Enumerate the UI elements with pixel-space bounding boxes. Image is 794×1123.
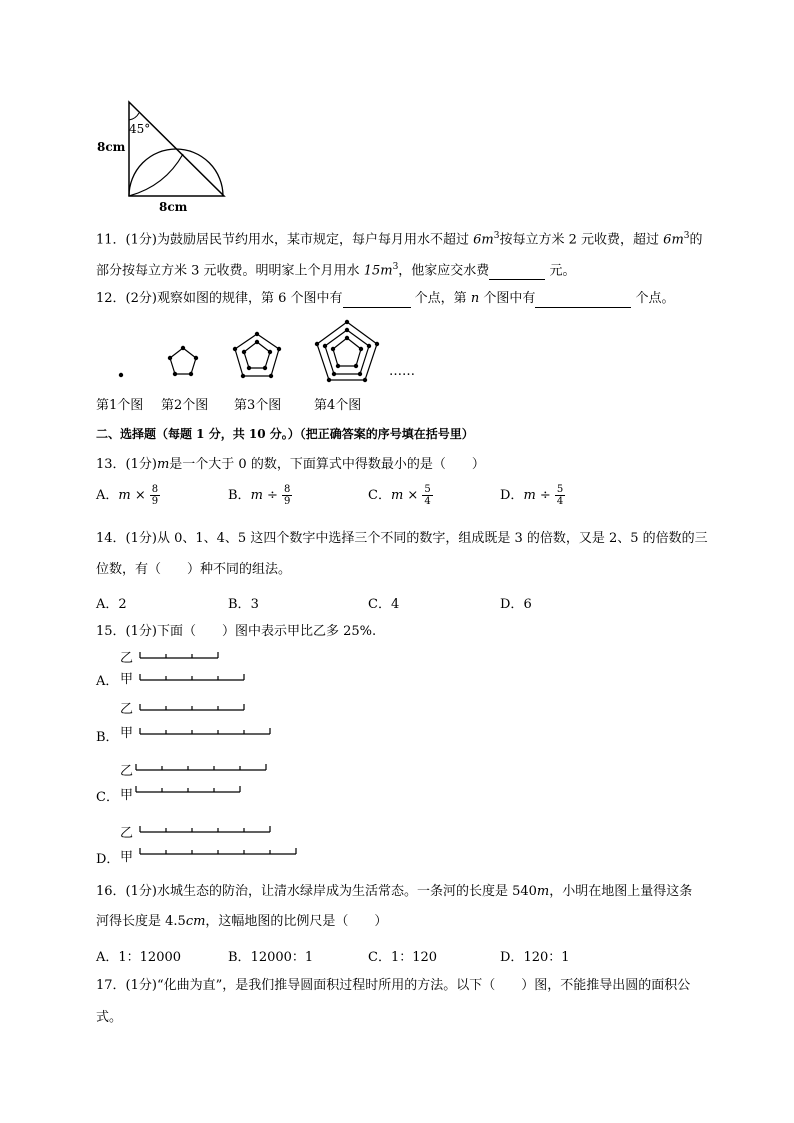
q13-option-a-op: × xyxy=(134,488,146,503)
angle-label: 45° xyxy=(129,122,151,136)
q12-text-c: 个图中有 xyxy=(483,291,536,306)
q14-number: 14． xyxy=(96,531,126,546)
q13-number: 13． xyxy=(96,457,126,472)
q13-option-d[interactable] xyxy=(500,484,565,507)
q15-c-letter: C． xyxy=(96,790,119,805)
q12-var-n: n xyxy=(470,291,480,306)
q15-a-yi-label: 乙 xyxy=(120,651,134,666)
q12-blank-2[interactable] xyxy=(535,293,631,308)
q15-b-jia-label: 甲 xyxy=(120,726,134,741)
caption-figure-2: 第2个图 xyxy=(161,398,209,413)
question-15 xyxy=(96,623,376,641)
q13-option-c-numerator: 5 xyxy=(424,484,431,495)
q11-text-fee: ，他家应交水费 xyxy=(398,263,490,279)
q14-option-c[interactable] xyxy=(368,593,399,612)
question-13 xyxy=(96,456,485,474)
q15-a-jia-label: 甲 xyxy=(120,672,134,687)
q16-option-c-text: 1：120 xyxy=(390,950,438,965)
q12-blank-1[interactable] xyxy=(343,293,411,308)
q15-option-c[interactable] xyxy=(96,760,346,806)
q13-option-c-denominator: 4 xyxy=(424,496,431,507)
q15-d-jia-label: 甲 xyxy=(120,850,134,865)
bottom-side-label: 8cm xyxy=(159,200,188,214)
q12-score: (2分) xyxy=(125,291,157,306)
q16-line2-text-a: 河得长度是 4.5 xyxy=(96,914,186,929)
q13-option-c-fraction xyxy=(422,484,432,507)
q16-option-d-letter: D． xyxy=(500,950,524,965)
q13-score: (1分) xyxy=(125,457,157,472)
q15-a-letter: A． xyxy=(96,674,119,689)
caption-figure-3: 第3个图 xyxy=(234,398,282,413)
q11-value-6: 6 xyxy=(473,232,482,248)
q16-score: (1分) xyxy=(125,884,157,899)
q15-option-b[interactable] xyxy=(96,698,346,744)
q13-option-a-denominator: 9 xyxy=(151,496,159,507)
q11-exp-3c: 3 xyxy=(392,262,399,272)
q11-line2-text: 部分按每立方米 3 元收费。明明家上个月用水 xyxy=(96,263,360,279)
question-11-line1 xyxy=(96,227,703,249)
q11-number: 11． xyxy=(96,232,126,248)
q14-option-d-text: 6 xyxy=(523,597,532,612)
q16-option-b[interactable] xyxy=(228,946,313,965)
q15-d-bars xyxy=(138,824,358,862)
q14-option-a-letter: A． xyxy=(96,597,119,612)
question-17-line1 xyxy=(96,977,690,995)
q11-text-a: 为鼓励居民节约用水，某市规定，每户每月用水不超过 xyxy=(156,232,469,248)
q13-option-d-numerator: 5 xyxy=(556,484,564,495)
q11-text-e: 按每立方米 2 元收费，超过 xyxy=(499,232,660,248)
q11-score: (1分) xyxy=(125,232,157,248)
q15-d-yi-label: 乙 xyxy=(120,826,134,841)
q13-option-b[interactable] xyxy=(228,484,292,507)
q13-option-c-letter: C． xyxy=(368,488,391,503)
q16-option-b-text: 12000：1 xyxy=(250,950,314,965)
q13-option-d-fraction xyxy=(555,484,565,507)
q13-option-b-fraction xyxy=(282,484,292,507)
q13-option-d-var: m xyxy=(523,488,536,503)
q15-d-letter: D． xyxy=(96,852,120,867)
q17-number: 17． xyxy=(96,978,126,993)
q14-option-c-letter: C． xyxy=(368,597,391,612)
q13-option-a-numerator: 8 xyxy=(151,484,159,495)
q12-number: 12． xyxy=(96,291,126,306)
question-12-line1 xyxy=(96,290,675,308)
q16-line1-text-a: 水城生态的防治，让清水绿岸成为生活常态。一条河的长度是 540 xyxy=(156,884,537,899)
q14-option-d[interactable] xyxy=(500,593,532,612)
pentagon-figure-3 xyxy=(233,332,281,378)
q13-option-b-denominator: 9 xyxy=(283,496,291,507)
q13-option-b-var: m xyxy=(250,488,263,503)
q11-value-15: 15 xyxy=(363,263,381,279)
pentagon-figure-4 xyxy=(315,320,379,382)
q11-exp-3b: 3 xyxy=(683,231,690,241)
pentagon-figure-2 xyxy=(168,346,198,376)
q16-option-c-letter: C． xyxy=(368,950,391,965)
q16-unit-m: m xyxy=(536,884,550,899)
q16-option-a-letter: A． xyxy=(96,950,119,965)
q11-text-i: 的 xyxy=(689,232,703,248)
q11-exp-3: 3 xyxy=(493,231,500,241)
q14-option-d-letter: D． xyxy=(500,597,524,612)
section-2-heading: 二、选择题（每题 1 分，共 10 分。）（把正确答案的序号填在括号里） xyxy=(96,427,474,441)
q13-option-d-op: ÷ xyxy=(539,488,551,503)
q16-option-a[interactable] xyxy=(96,946,181,965)
q15-c-jia-label: 甲 xyxy=(120,788,134,803)
q15-a-bars xyxy=(138,649,318,685)
q13-var-m: m xyxy=(156,457,170,472)
q13-option-c-op: × xyxy=(407,488,419,503)
q13-option-c-var: m xyxy=(390,488,404,503)
q13-option-d-denominator: 4 xyxy=(556,496,564,507)
q16-option-c[interactable] xyxy=(368,946,437,965)
q11-unit-m: m xyxy=(481,232,494,248)
q15-b-yi-label: 乙 xyxy=(120,702,134,717)
q16-option-b-letter: B． xyxy=(228,950,251,965)
q15-score: (1分) xyxy=(125,624,157,639)
question-17-line2: 式。 xyxy=(96,1010,123,1025)
question-11-line2 xyxy=(96,258,575,280)
q13-option-b-letter: B． xyxy=(228,488,251,503)
q15-option-a[interactable] xyxy=(96,645,346,691)
q15-c-bars xyxy=(134,762,334,800)
question-16-line1 xyxy=(96,883,692,901)
q12-text-b: 个点，第 xyxy=(414,291,467,306)
triangle-semicircle-figure xyxy=(95,98,235,218)
q11-text-yuan: 元。 xyxy=(549,263,576,279)
q15-c-yi-label: 乙 xyxy=(120,764,134,779)
q16-line1-text-b: ，小明在地图上量得这条 xyxy=(549,884,693,899)
left-side-label: 8cm xyxy=(97,140,126,154)
q14-option-b[interactable] xyxy=(228,593,259,612)
q14-option-a-text: 2 xyxy=(118,597,127,612)
question-16-line2 xyxy=(96,913,387,931)
q15-b-letter: B． xyxy=(96,730,119,745)
question-14-line1 xyxy=(96,530,708,548)
q17-score: (1分) xyxy=(125,978,157,993)
q16-option-d-text: 120：1 xyxy=(523,950,570,965)
q13-option-b-numerator: 8 xyxy=(283,484,291,495)
q16-unit-cm: cm xyxy=(185,914,206,929)
q13-text: 是一个大于 0 的数，下面算式中得数最小的是（ ） xyxy=(169,457,485,472)
question-14-line2: 位数，有（ ）种不同的组法。 xyxy=(96,562,292,577)
pentagon-pattern-figure xyxy=(95,318,435,412)
q13-option-a-var: m xyxy=(118,488,131,503)
q14-option-b-letter: B． xyxy=(228,597,251,612)
q16-option-d[interactable] xyxy=(500,946,570,965)
q16-line2-text-b: ，这幅地图的比例尺是（ ） xyxy=(205,914,388,929)
q15-number: 15． xyxy=(96,624,126,639)
q13-option-a-fraction xyxy=(150,484,160,507)
q12-text-a: 观察如图的规律，第 6 个图中有 xyxy=(156,291,343,306)
q15-text: 下面（ ）图中表示甲比乙多 25%. xyxy=(156,624,377,639)
q12-text-d: 个点。 xyxy=(635,291,675,306)
q16-option-a-text: 1：12000 xyxy=(118,950,182,965)
q11-value-6b: 6 xyxy=(663,232,672,248)
q11-unit-m-c: m xyxy=(380,263,393,279)
q14-option-b-text: 3 xyxy=(250,597,259,612)
q14-line1-text: 从 0、1、4、5 这四个数字中选择三个不同的数字，组成既是 3 的倍数，又是 2、5 的倍数的三 xyxy=(156,531,708,546)
q14-score: (1分) xyxy=(125,531,157,546)
q17-line1-text: “化曲为直”，是我们推导圆面积过程时所用的方法。以下（ ）图，不能推导出圆的面积公 xyxy=(156,978,691,993)
q15-b-bars xyxy=(138,700,338,738)
caption-figure-1: 第1个图 xyxy=(96,398,144,413)
q11-unit-m-b: m xyxy=(671,232,684,248)
q16-number: 16． xyxy=(96,884,126,899)
q13-option-d-letter: D． xyxy=(500,488,524,503)
q15-option-d[interactable] xyxy=(96,822,346,868)
pentagon-pattern-svg xyxy=(95,318,435,388)
q13-option-a[interactable] xyxy=(96,484,160,507)
q13-option-b-op: ÷ xyxy=(267,488,278,503)
caption-figure-4: 第4个图 xyxy=(314,398,362,413)
q14-option-a[interactable] xyxy=(96,593,127,612)
q13-option-a-letter: A． xyxy=(96,488,119,503)
q11-answer-blank[interactable] xyxy=(489,265,545,280)
pattern-ellipsis: …… xyxy=(389,364,415,379)
q13-option-c[interactable] xyxy=(368,484,433,507)
q14-option-c-text: 4 xyxy=(390,597,400,612)
